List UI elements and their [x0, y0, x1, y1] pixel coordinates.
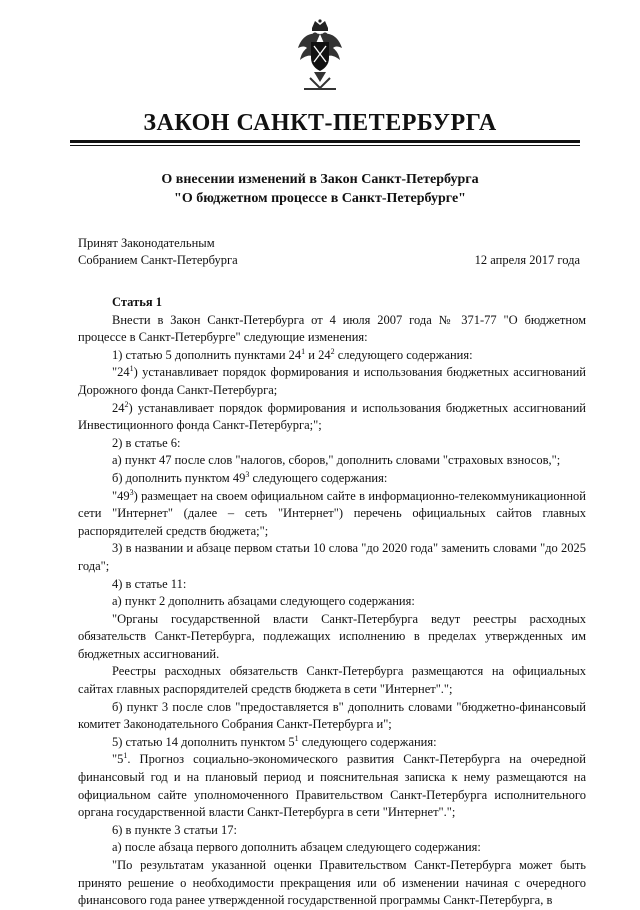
paragraph: Реестры расходных обязательств Санкт-Петербурга размещаются на официальных сайтах главных распорядителей средств бюджета в сети "Интернет"."; — [78, 664, 586, 697]
law-title: ЗАКОН САНКТ-ПЕТЕРБУРГА — [143, 110, 497, 136]
law-subtitle — [0, 170, 640, 208]
paragraph: а) пункт 2 дополнить абзацами следующего содержания: — [112, 594, 415, 609]
adoption-date: 12 апреля 2017 года — [474, 253, 580, 267]
paragraph: "$24^1$) устанавливает порядок формирования и использования бюджетных ассигнований Дорожного фонда Санкт-Петербурга; — [78, 364, 586, 397]
paragraph: 6) в пункте 3 статьи 17: — [112, 822, 237, 837]
subtitle-line-2: "О бюджетном процессе в Санкт-Петербурге" — [174, 191, 466, 206]
paragraph: б) дополнить пунктом $49^3$ следующего содержания: — [112, 469, 388, 485]
title-rule-thin — [70, 145, 580, 146]
adoption-line-2: Собранием Санкт-Петербурга — [78, 253, 238, 267]
adoption-line-1: Принят Законодательным — [78, 236, 215, 250]
coat-of-arms-emblem — [296, 18, 344, 94]
paragraph: "Органы государственной власти Санкт-Петербурга ведут реестры расходных обязательств Санкт-Петербурга, подлежащих исполнению в пределах утвержденных им бюджетных ассигнований. — [78, 611, 586, 661]
paragraph: 5) статью 14 дополнить пунктом $5^1$ следующего содержания: — [112, 733, 437, 749]
adoption-note — [78, 235, 238, 269]
paragraph: б) пункт 3 после слов "предоставляется в" дополнить словами "бюджетно-финансовый комитет Законодательного Собрания Санкт-Петербурга и"; — [78, 699, 586, 732]
article-body — [78, 294, 586, 910]
article-heading: Статья 1 — [112, 295, 162, 309]
paragraph: "По результатам указанной оценки Правительством Санкт-Петербурга может быть принято решение о необходимости прекращения или об изменении начиная с очередного финансового года ранее утвержденной государственной программы Санкт-Петербурга, в — [78, 858, 586, 908]
paragraph: а) после абзаца первого дополнить абзацем следующего содержания: — [112, 840, 481, 855]
paragraph: а) пункт 47 после слов "налогов, сборов," дополнить словами "страховых взносов,"; — [112, 453, 561, 468]
paragraph: "$49^3$) размещает на своем официальном сайте в информационно-телекоммуникационной сети "Интернет" (далее – сеть "Интернет") перечень официальных сайтов главных распорядителей средств бюджета;"; — [78, 487, 586, 538]
paragraph: 4) в статье 11: — [112, 576, 187, 591]
subtitle-line-1: О внесении изменений в Закон Санкт-Петербурга — [161, 172, 479, 187]
paragraph: "$5^1$. Прогноз социально-экономического развития Санкт-Петербурга на очередной финансовый год и на плановый период и пояснительная записка к нему размещаются на официальном сайте уполномоченного Правительством Санкт-Петербурга исполнительного органа государственной власти Санкт-Петербурга в сети "Интернет"."; — [78, 751, 586, 820]
paragraph: 1) статью 5 дополнить пунктами $24^1$ и $24^2$ следующего содержания: — [112, 346, 473, 362]
paragraph: 2) в статье 6: — [112, 435, 181, 450]
paragraph: $24^2$) устанавливает порядок формирования и использования бюджетных ассигнований Инвестиционного фонда Санкт-Петербурга;"; — [78, 399, 586, 433]
title-rule-thick — [70, 140, 580, 143]
paragraph: Внести в Закон Санкт-Петербурга от 4 июля 2007 года № 371-77 "О бюджетном процессе в Санкт-Петербурге" следующие изменения: — [78, 312, 586, 345]
paragraph: 3) в названии и абзаце первом статьи 10 слова "до 2020 года" заменить словами "до 2025 года"; — [78, 541, 586, 573]
